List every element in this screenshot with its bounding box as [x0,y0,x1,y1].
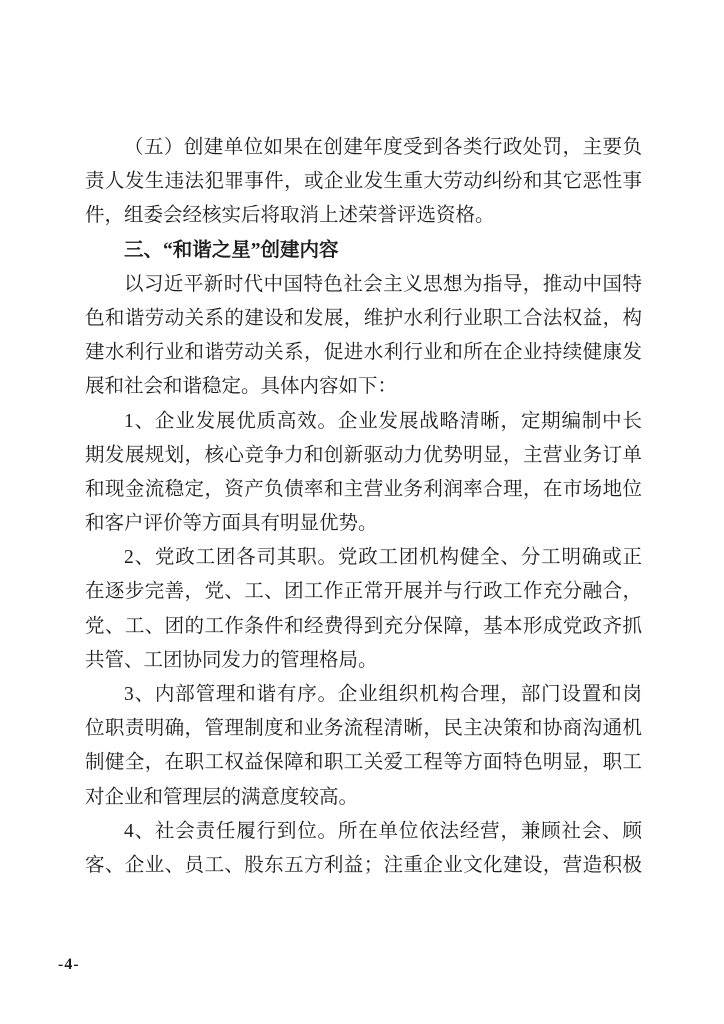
section-three-heading [85,234,642,268]
text-line: 共管、工团协同发力的管理格局。 [85,649,378,671]
text-line: 和客户评价等方面具有明显优势。 [85,513,378,535]
text-line: 展和社会和谐稳定。具体内容如下： [85,376,398,398]
text-line: 4、社会责任履行到位。所在单位依法经营，兼顾社会、顾 [124,820,642,842]
text-line: 1、企业发展优质高效。企业发展战略清晰，定期编制中长 [124,410,642,432]
item-2-paragraph [85,541,642,678]
text-line: 责人发生违法犯罪事件，或企业发生重大劳动纠纷和其它恶性事 [85,171,642,193]
text-line: （五）创建单位如果在创建年度受到各类行政处罚，主要负 [124,137,642,158]
item-1-paragraph [85,405,642,542]
text-line: 3、内部管理和谐有序。企业组织机构合理，部门设置和岗 [124,684,642,705]
text-line: 在逐步完善，党、工、团工作正常开展并与行政工作充分融合， [85,581,642,603]
item-3-paragraph [85,678,642,815]
page-number: -4- [58,956,80,973]
text-line: 和现金流稳定，资产负债率和主营业务利润率合理，在市场地位 [85,478,642,500]
guiding-ideology-paragraph [85,268,642,405]
text-line: 色和谐劳动关系的建设和发展，维护水利行业职工合法权益，构 [85,307,642,329]
text-line: 对企业和管理层的满意度较高。 [85,786,359,808]
text-line: 以习近平新时代中国特色社会主义思想为指导，推动中国特 [124,273,642,295]
text-line: 制健全，在职工权益保障和职工关爱工程等方面特色明显，职工 [85,752,642,774]
text-line: 2、党政工团各司其职。党政工团机构健全、分工明确或正 [124,547,642,569]
text-line: 客、企业、员工、股东五方利益；注重企业文化建设，营造积极 [85,854,642,876]
document-body [85,131,642,883]
clause-five-paragraph [85,131,642,234]
text-line: 位职责明确，管理制度和业务流程清晰，民主决策和协商沟通机 [85,718,642,740]
item-4-paragraph [85,815,642,883]
text-line: 期发展规划，核心竞争力和创新驱动力优势明显，主营业务订单 [85,444,642,466]
text-line: 建水利行业和谐劳动关系，促进水利行业和所在企业持续健康发 [85,342,642,364]
heading-line: 三、“和谐之星”创建内容 [124,239,339,261]
text-line: 件，组委会经核实后将取消上述荣誉评选资格。 [85,205,495,227]
text-line: 党、工、团的工作条件和经费得到充分保障，基本形成党政齐抓 [85,615,642,637]
